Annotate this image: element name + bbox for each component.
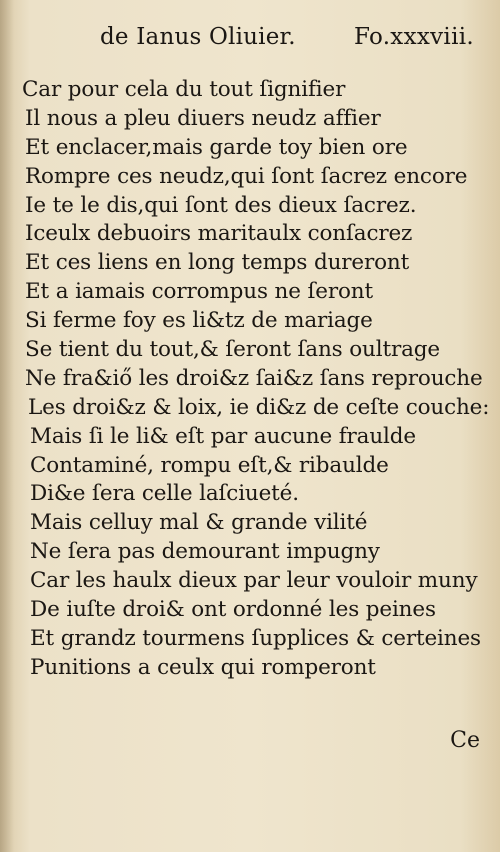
page-header: [0, 24, 500, 60]
verse-line: Il nous a pleu diuers neudz affier: [25, 105, 381, 131]
verse-line: Et grandz tourmens ſupplices & certeines: [30, 625, 481, 651]
verse-line: Et ces liens en long temps dureront: [25, 250, 410, 276]
verse-line: Mais celluy mal & grande vilité: [30, 510, 368, 536]
verse-line: Si ferme foy es li&tz de mariage: [25, 308, 373, 334]
verse-line: Ne ſera pas demourant impugny: [30, 539, 380, 565]
verse-line: Et enclacer,mais garde toy bien ore: [25, 134, 408, 160]
verse-line: Contaminé, rompu eſt,& ribaulde: [30, 452, 389, 478]
verse-line: Se tient du tout,& ſeront ſans oultrage: [25, 337, 440, 363]
verse-line: Et a iamais corrompus ne ſeront: [25, 279, 373, 305]
folio-number: Fo.xxxviii.: [353, 24, 474, 50]
verse-line: Punitions a ceulx qui romperont: [30, 654, 376, 680]
verse-line: Ne fra&iő les droi&z ſai&z ſans reprouche: [25, 365, 483, 391]
verse-line: Ie te le dis,qui ſont des dieux ſacrez.: [25, 192, 417, 218]
verse-block: [0, 76, 500, 683]
verse-line: Di&e ſera celle laſciueté.: [30, 481, 299, 507]
verse-line: Iceulx debuoirs maritaulx conſacrez: [25, 221, 413, 247]
verse-line: Car pour cela du tout ſignifier: [22, 77, 346, 102]
verse-line: Les droi&z & loix, ie di&z de ceſte couche:: [28, 394, 490, 420]
catchword: Ce: [450, 728, 480, 753]
verse-line: Mais ſi le li& eſt par aucune fraulde: [30, 423, 416, 449]
running-title: de Ianus Oliuier.: [100, 24, 296, 50]
verse-line: Car les haulx dieux par leur vouloir muny: [30, 568, 478, 594]
verse-line: Rompre ces neudz,qui ſont ſacrez encore: [25, 163, 468, 189]
verse-line: De iuſte droi& ont ordonné les peines: [30, 597, 436, 623]
